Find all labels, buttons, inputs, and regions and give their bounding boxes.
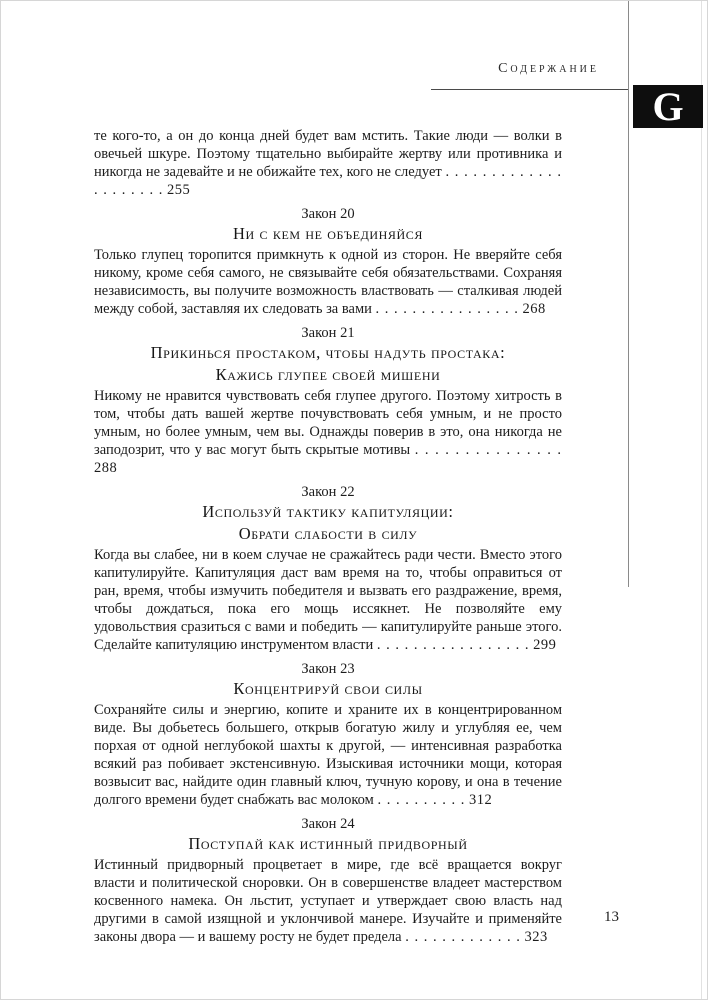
dot-leader: . . . . . . . . . . . . . . . xyxy=(414,442,563,458)
dot-leader: . . . . . . . . . . . . . . . . xyxy=(375,301,519,317)
law-description xyxy=(94,387,562,477)
law-title: Используй тактику капитуляции: xyxy=(202,502,454,521)
law-description xyxy=(94,856,562,946)
toc-page-number: 323 xyxy=(524,929,548,945)
law-description xyxy=(94,246,562,318)
law-number: Закон 23 xyxy=(301,661,355,677)
toc-page-number: 299 xyxy=(533,637,557,653)
toc-text: Только глупец торопится примкнуть к одной из сторон. Не вверяйте себя никому, кроме себя самого, не связывайте себя обязательствами. Сохраняя независимость, вы получите возможность властвовать — сталкивая людей между собой, заставляя их следовать за вами xyxy=(94,247,562,317)
right-edge-rule xyxy=(628,1,629,587)
law-title: Ни с кем не объединяйся xyxy=(233,224,423,243)
publisher-logo-icon: G xyxy=(652,83,684,129)
folio-page-number: 13 xyxy=(604,909,619,925)
toc-entry xyxy=(94,205,562,318)
toc-entry xyxy=(94,324,562,477)
publisher-tab xyxy=(633,85,703,128)
law-title: Прикинься простаком, чтобы надуть простака: xyxy=(150,343,506,362)
law-number: Закон 24 xyxy=(301,816,355,832)
dot-leader: . . . . . . . . . . . . . . . . . xyxy=(376,637,530,653)
toc-entry xyxy=(94,660,562,809)
toc-page-number: 312 xyxy=(468,792,493,808)
dot-leader: . . . . . . . . . . . . . xyxy=(405,929,521,945)
header-rule xyxy=(431,89,628,90)
toc-page-number: 288 xyxy=(94,460,118,476)
toc-text: те кого-то, а он до конца дней будет вам мстить. Такие люди — волки в овечьей шкуре. Поэтому тщательно выбирайте жертву или противника и никогда не задевайте и не обижайте тех, кого не следует xyxy=(94,128,562,180)
running-head: Содержание xyxy=(498,61,599,76)
scan-edge-shadow xyxy=(701,1,702,999)
law-title: Поступай как истинный придворный xyxy=(188,834,468,853)
toc-entry xyxy=(94,483,562,654)
toc-continuation-paragraph xyxy=(94,127,562,199)
toc-page-number: 255 xyxy=(167,182,191,198)
dot-leader: . . . . . . . . . . xyxy=(377,792,466,808)
law-description xyxy=(94,546,562,654)
dot-leader: . . . . . . . . . . . . . . . . . . . . . xyxy=(94,164,562,198)
toc-content xyxy=(94,127,562,946)
toc-page-number: 268 xyxy=(522,301,546,317)
toc-text: Никому не нравится чувствовать себя глупее другого. Поэтому хитрость в том, чтобы дать вашей жертве почувствовать себя умным, и не просто умным, но более умным, чем вы. Однажды поверив в это, она никогда не заподозрит, что у вас могут быть скрытые мотивы xyxy=(94,388,562,458)
law-subtitle: Обрати слабости в силу xyxy=(238,524,418,543)
law-number: Закон 20 xyxy=(301,206,355,222)
toc-text: Истинный придворный процветает в мире, где всё вращается вокруг власти и политической сноровки. Он в совершенстве владеет мастерством косвенного намека. Он льстит, уступает и утверждает свою власть над другими в самой изящной и уклончивой манере. Изучайте и применяйте законы двора — и вашему росту не будет предела xyxy=(94,857,562,945)
toc-text: Сохраняйте силы и энергию, копите и храните их в концентрированном виде. Вы добьетесь большего, открыв богатую жилу и углубляя ее, чем порхая от одной неглубокой шахты к другой, — интенсивная разработка всякий раз побивает экстенсивную. Изыскивая источники мощи, которая возвысит вас, найдите один главный ключ, тучную корову, и она в течение долгого времени будет снабжать вас молоком xyxy=(94,702,562,808)
law-number: Закон 22 xyxy=(301,484,355,500)
law-subtitle: Кажись глупее своей мишени xyxy=(215,365,441,384)
toc-entry xyxy=(94,815,562,946)
toc-text: Когда вы слабее, ни в коем случае не сражайтесь ради чести. Вместо этого капитулируйте. Капитуляция даст вам время на то, чтобы оправиться от ран, время, чтобы измучить победителя и вызвать его раздражение, время, чтобы дождаться, пока его мощь иссякнет. Не позволяйте ему удовольствия сразиться с вами и победить — капитулируйте раньше этого. Сделайте капитуляцию инструментом власти xyxy=(94,547,562,653)
law-description xyxy=(94,701,562,809)
law-number: Закон 21 xyxy=(301,325,355,341)
law-title: Концентрируй свои силы xyxy=(233,679,423,698)
